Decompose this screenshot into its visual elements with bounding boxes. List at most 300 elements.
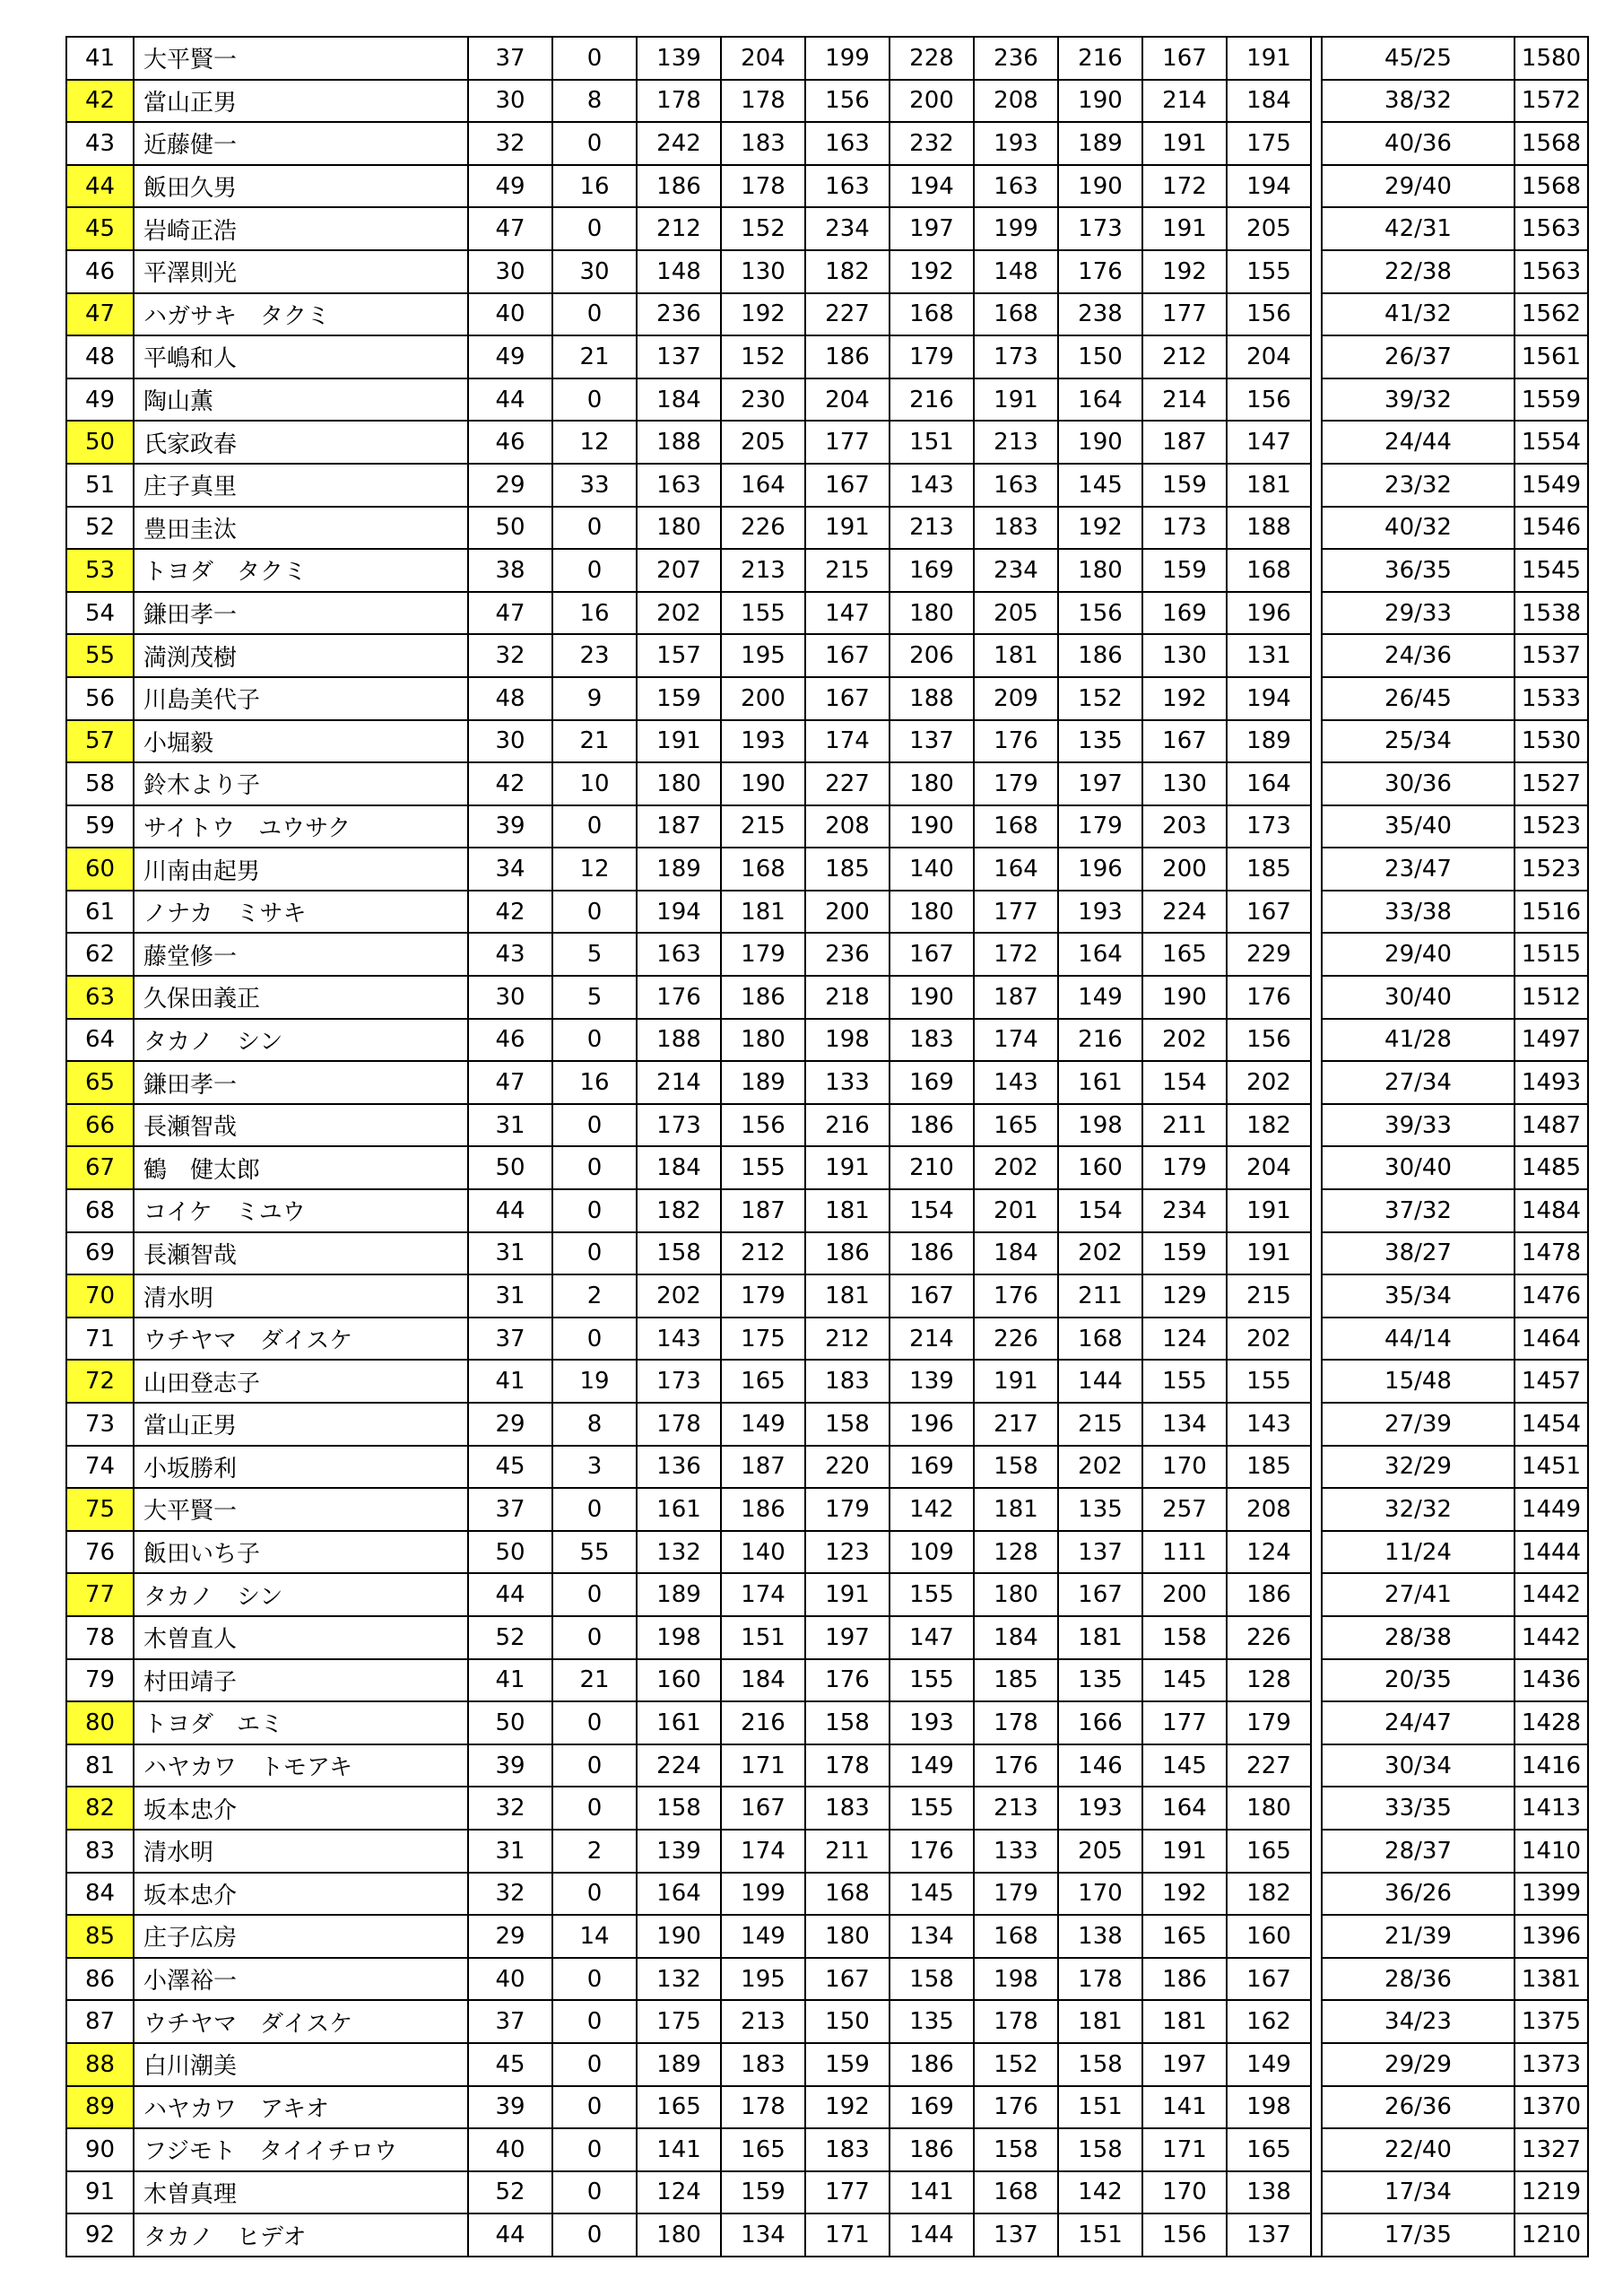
ratio-cell: 29/29: [1322, 2043, 1515, 2086]
game-7-score-cell: 212: [1142, 335, 1227, 378]
age-cell: 37: [468, 2000, 552, 2043]
handicap-cell: 0: [552, 1787, 637, 1830]
player-name-cell: 坂本忠介: [134, 1787, 468, 1830]
game-3-score-cell: 191: [805, 507, 890, 550]
game-5-score-cell: 168: [974, 1915, 1058, 1958]
age-cell: 29: [468, 1915, 552, 1958]
ratio-cell: 22/38: [1322, 250, 1515, 293]
handicap-cell: 2: [552, 1830, 637, 1873]
ratio-cell: 17/34: [1322, 2171, 1515, 2214]
game-5-score-cell: 152: [974, 2043, 1058, 2086]
age-cell: 31: [468, 1274, 552, 1318]
ratio-cell: 45/25: [1322, 37, 1515, 80]
game-3-score-cell: 147: [805, 592, 890, 635]
player-name-cell: 久保田義正: [134, 976, 468, 1019]
column-separator: [1311, 592, 1322, 635]
game-1-score-cell: 212: [637, 207, 721, 250]
game-8-score-cell: 191: [1227, 1232, 1311, 1275]
handicap-cell: 55: [552, 1531, 637, 1574]
table-row: [66, 762, 1588, 805]
game-4-score-cell: 200: [890, 80, 974, 123]
player-name-cell: ハヤカワ アキオ: [134, 2086, 468, 2129]
ratio-cell: 15/48: [1322, 1360, 1515, 1403]
game-7-score-cell: 214: [1142, 378, 1227, 422]
game-7-score-cell: 197: [1142, 2043, 1227, 2086]
game-1-score-cell: 165: [637, 2086, 721, 2129]
game-1-score-cell: 189: [637, 848, 721, 891]
game-8-score-cell: 198: [1227, 2086, 1311, 2129]
game-6-score-cell: 198: [1058, 1104, 1142, 1147]
column-separator: [1311, 421, 1322, 464]
total-score-cell: 1442: [1515, 1616, 1588, 1659]
game-8-score-cell: 156: [1227, 378, 1311, 422]
handicap-cell: 0: [552, 1488, 637, 1531]
game-7-score-cell: 111: [1142, 1531, 1227, 1574]
table-row: [66, 592, 1588, 635]
handicap-cell: 12: [552, 421, 637, 464]
game-3-score-cell: 192: [805, 2086, 890, 2129]
game-1-score-cell: 184: [637, 378, 721, 422]
game-8-score-cell: 143: [1227, 1403, 1311, 1446]
ratio-cell: 33/38: [1322, 891, 1515, 934]
game-4-score-cell: 179: [890, 335, 974, 378]
game-8-score-cell: 138: [1227, 2171, 1311, 2214]
game-1-score-cell: 224: [637, 1744, 721, 1787]
age-cell: 37: [468, 1488, 552, 1531]
column-separator: [1311, 2128, 1322, 2171]
rank-cell: 41: [66, 37, 134, 80]
total-score-cell: 1563: [1515, 207, 1588, 250]
handicap-cell: 33: [552, 464, 637, 507]
game-2-score-cell: 183: [721, 2043, 805, 2086]
age-cell: 52: [468, 1616, 552, 1659]
handicap-cell: 0: [552, 2213, 637, 2257]
rank-cell: 43: [66, 122, 134, 165]
ratio-cell: 30/40: [1322, 1146, 1515, 1189]
game-6-score-cell: 180: [1058, 549, 1142, 592]
player-name-cell: 庄子真里: [134, 464, 468, 507]
game-4-score-cell: 168: [890, 293, 974, 336]
game-4-score-cell: 190: [890, 976, 974, 1019]
game-8-score-cell: 202: [1227, 1318, 1311, 1361]
game-8-score-cell: 185: [1227, 1446, 1311, 1489]
game-3-score-cell: 199: [805, 37, 890, 80]
rank-cell: 71: [66, 1318, 134, 1361]
game-1-score-cell: 173: [637, 1360, 721, 1403]
game-8-score-cell: 179: [1227, 1701, 1311, 1744]
game-6-score-cell: 181: [1058, 1616, 1142, 1659]
column-separator: [1311, 1701, 1322, 1744]
game-4-score-cell: 186: [890, 2043, 974, 2086]
game-6-score-cell: 192: [1058, 507, 1142, 550]
total-score-cell: 1457: [1515, 1360, 1588, 1403]
column-separator: [1311, 2213, 1322, 2257]
game-8-score-cell: 176: [1227, 976, 1311, 1019]
table-row: [66, 1146, 1588, 1189]
column-separator: [1311, 976, 1322, 1019]
rank-cell: 42: [66, 80, 134, 123]
game-8-score-cell: 194: [1227, 165, 1311, 208]
age-cell: 50: [468, 1146, 552, 1189]
game-1-score-cell: 163: [637, 933, 721, 976]
game-8-score-cell: 173: [1227, 805, 1311, 848]
ratio-cell: 32/29: [1322, 1446, 1515, 1489]
game-8-score-cell: 160: [1227, 1915, 1311, 1958]
handicap-cell: 30: [552, 250, 637, 293]
age-cell: 37: [468, 1318, 552, 1361]
game-1-score-cell: 180: [637, 2213, 721, 2257]
column-separator: [1311, 1573, 1322, 1616]
age-cell: 29: [468, 1403, 552, 1446]
column-separator: [1311, 1488, 1322, 1531]
table-row: [66, 1104, 1588, 1147]
table-row: [66, 1360, 1588, 1403]
rank-cell: 74: [66, 1446, 134, 1489]
game-5-score-cell: 191: [974, 1360, 1058, 1403]
table-row: [66, 165, 1588, 208]
age-cell: 30: [468, 976, 552, 1019]
player-name-cell: 鈴木より子: [134, 762, 468, 805]
game-3-score-cell: 200: [805, 891, 890, 934]
table-row: [66, 1189, 1588, 1232]
game-5-score-cell: 168: [974, 293, 1058, 336]
game-1-score-cell: 173: [637, 1104, 721, 1147]
game-7-score-cell: 186: [1142, 1958, 1227, 2001]
ratio-cell: 24/36: [1322, 634, 1515, 677]
rank-cell: 55: [66, 634, 134, 677]
game-5-score-cell: 199: [974, 207, 1058, 250]
player-name-cell: ハヤカワ トモアキ: [134, 1744, 468, 1787]
game-1-score-cell: 164: [637, 1873, 721, 1916]
handicap-cell: 0: [552, 1019, 637, 1062]
game-1-score-cell: 132: [637, 1958, 721, 2001]
game-7-score-cell: 211: [1142, 1104, 1227, 1147]
ratio-cell: 35/34: [1322, 1274, 1515, 1318]
game-3-score-cell: 215: [805, 549, 890, 592]
total-score-cell: 1546: [1515, 507, 1588, 550]
game-7-score-cell: 192: [1142, 250, 1227, 293]
game-8-score-cell: 227: [1227, 1744, 1311, 1787]
game-5-score-cell: 187: [974, 976, 1058, 1019]
game-6-score-cell: 149: [1058, 976, 1142, 1019]
table-row: [66, 1446, 1588, 1489]
player-name-cell: 長瀬智哉: [134, 1232, 468, 1275]
game-4-score-cell: 109: [890, 1531, 974, 1574]
game-5-score-cell: 179: [974, 1873, 1058, 1916]
game-3-score-cell: 227: [805, 762, 890, 805]
player-name-cell: 鎌田孝一: [134, 592, 468, 635]
table-row: [66, 421, 1588, 464]
game-7-score-cell: 156: [1142, 2213, 1227, 2257]
player-name-cell: 岩崎正浩: [134, 207, 468, 250]
game-7-score-cell: 173: [1142, 507, 1227, 550]
game-4-score-cell: 176: [890, 1830, 974, 1873]
game-5-score-cell: 217: [974, 1403, 1058, 1446]
game-4-score-cell: 194: [890, 165, 974, 208]
game-7-score-cell: 164: [1142, 1787, 1227, 1830]
game-2-score-cell: 195: [721, 634, 805, 677]
ratio-cell: 29/40: [1322, 165, 1515, 208]
game-4-score-cell: 151: [890, 421, 974, 464]
game-7-score-cell: 200: [1142, 1573, 1227, 1616]
game-4-score-cell: 180: [890, 762, 974, 805]
game-2-score-cell: 151: [721, 1616, 805, 1659]
game-5-score-cell: 183: [974, 507, 1058, 550]
game-2-score-cell: 152: [721, 335, 805, 378]
game-5-score-cell: 137: [974, 2213, 1058, 2257]
age-cell: 47: [468, 207, 552, 250]
game-1-score-cell: 178: [637, 1403, 721, 1446]
handicap-cell: 2: [552, 1274, 637, 1318]
game-6-score-cell: 202: [1058, 1232, 1142, 1275]
rank-cell: 88: [66, 2043, 134, 2086]
game-7-score-cell: 200: [1142, 848, 1227, 891]
rank-cell: 53: [66, 549, 134, 592]
handicap-cell: 0: [552, 2000, 637, 2043]
game-1-score-cell: 141: [637, 2128, 721, 2171]
total-score-cell: 1416: [1515, 1744, 1588, 1787]
game-4-score-cell: 188: [890, 677, 974, 720]
player-name-cell: 小坂勝利: [134, 1446, 468, 1489]
total-score-cell: 1464: [1515, 1318, 1588, 1361]
ratio-cell: 36/35: [1322, 549, 1515, 592]
total-score-cell: 1538: [1515, 592, 1588, 635]
ratio-cell: 39/32: [1322, 378, 1515, 422]
game-3-score-cell: 176: [805, 1659, 890, 1702]
age-cell: 46: [468, 421, 552, 464]
age-cell: 29: [468, 464, 552, 507]
game-7-score-cell: 191: [1142, 122, 1227, 165]
table-row: [66, 549, 1588, 592]
game-5-score-cell: 205: [974, 592, 1058, 635]
column-separator: [1311, 1958, 1322, 2001]
handicap-cell: 21: [552, 720, 637, 763]
total-score-cell: 1375: [1515, 2000, 1588, 2043]
total-score-cell: 1523: [1515, 848, 1588, 891]
rank-cell: 65: [66, 1061, 134, 1104]
game-2-score-cell: 175: [721, 1318, 805, 1361]
rank-cell: 77: [66, 1573, 134, 1616]
game-7-score-cell: 159: [1142, 1232, 1227, 1275]
column-separator: [1311, 165, 1322, 208]
rank-cell: 44: [66, 165, 134, 208]
rank-cell: 92: [66, 2213, 134, 2257]
column-separator: [1311, 1146, 1322, 1189]
handicap-cell: 5: [552, 976, 637, 1019]
age-cell: 32: [468, 1787, 552, 1830]
game-4-score-cell: 155: [890, 1787, 974, 1830]
total-score-cell: 1562: [1515, 293, 1588, 336]
total-score-cell: 1381: [1515, 1958, 1588, 2001]
column-separator: [1311, 1659, 1322, 1702]
game-6-score-cell: 135: [1058, 1659, 1142, 1702]
table-row: [66, 80, 1588, 123]
ratio-cell: 11/24: [1322, 1531, 1515, 1574]
rank-cell: 76: [66, 1531, 134, 1574]
game-8-score-cell: 156: [1227, 1019, 1311, 1062]
game-6-score-cell: 197: [1058, 762, 1142, 805]
rank-cell: 68: [66, 1189, 134, 1232]
game-2-score-cell: 187: [721, 1446, 805, 1489]
game-2-score-cell: 174: [721, 1830, 805, 1873]
column-separator: [1311, 207, 1322, 250]
game-2-score-cell: 193: [721, 720, 805, 763]
game-4-score-cell: 145: [890, 1873, 974, 1916]
game-4-score-cell: 154: [890, 1189, 974, 1232]
age-cell: 41: [468, 1360, 552, 1403]
total-score-cell: 1530: [1515, 720, 1588, 763]
game-8-score-cell: 128: [1227, 1659, 1311, 1702]
game-6-score-cell: 154: [1058, 1189, 1142, 1232]
ratio-cell: 32/32: [1322, 1488, 1515, 1531]
game-4-score-cell: 214: [890, 1318, 974, 1361]
rank-cell: 73: [66, 1403, 134, 1446]
column-separator: [1311, 1274, 1322, 1318]
game-6-score-cell: 216: [1058, 1019, 1142, 1062]
game-6-score-cell: 202: [1058, 1446, 1142, 1489]
game-7-score-cell: 181: [1142, 2000, 1227, 2043]
table-row: [66, 37, 1588, 80]
column-separator: [1311, 507, 1322, 550]
rank-cell: 50: [66, 421, 134, 464]
game-5-score-cell: 179: [974, 762, 1058, 805]
game-8-score-cell: 167: [1227, 1958, 1311, 2001]
game-2-score-cell: 167: [721, 1787, 805, 1830]
game-4-score-cell: 192: [890, 250, 974, 293]
game-6-score-cell: 193: [1058, 1787, 1142, 1830]
ratio-cell: 24/47: [1322, 1701, 1515, 1744]
game-5-score-cell: 198: [974, 1958, 1058, 2001]
game-8-score-cell: 162: [1227, 2000, 1311, 2043]
game-1-score-cell: 139: [637, 37, 721, 80]
player-name-cell: 飯田久男: [134, 165, 468, 208]
player-name-cell: 藤堂修一: [134, 933, 468, 976]
game-7-score-cell: 130: [1142, 634, 1227, 677]
rank-cell: 72: [66, 1360, 134, 1403]
game-3-score-cell: 163: [805, 122, 890, 165]
total-score-cell: 1563: [1515, 250, 1588, 293]
game-7-score-cell: 187: [1142, 421, 1227, 464]
rank-cell: 57: [66, 720, 134, 763]
game-5-score-cell: 193: [974, 122, 1058, 165]
game-2-score-cell: 179: [721, 933, 805, 976]
handicap-cell: 3: [552, 1446, 637, 1489]
table-row: [66, 720, 1588, 763]
ratio-cell: 30/36: [1322, 762, 1515, 805]
game-4-score-cell: 167: [890, 1274, 974, 1318]
game-5-score-cell: 213: [974, 421, 1058, 464]
total-score-cell: 1373: [1515, 2043, 1588, 2086]
game-7-score-cell: 130: [1142, 762, 1227, 805]
player-name-cell: 陶山薫: [134, 378, 468, 422]
player-name-cell: 坂本忠介: [134, 1873, 468, 1916]
game-4-score-cell: 180: [890, 891, 974, 934]
player-name-cell: トヨダ タクミ: [134, 549, 468, 592]
player-name-cell: フジモト タイイチロウ: [134, 2128, 468, 2171]
game-4-score-cell: 180: [890, 592, 974, 635]
game-7-score-cell: 170: [1142, 2171, 1227, 2214]
game-4-score-cell: 139: [890, 1360, 974, 1403]
game-2-score-cell: 171: [721, 1744, 805, 1787]
total-score-cell: 1476: [1515, 1274, 1588, 1318]
handicap-cell: 0: [552, 2086, 637, 2129]
handicap-cell: 16: [552, 592, 637, 635]
game-3-score-cell: 197: [805, 1616, 890, 1659]
game-3-score-cell: 179: [805, 1488, 890, 1531]
game-2-score-cell: 190: [721, 762, 805, 805]
game-4-score-cell: 144: [890, 2213, 974, 2257]
age-cell: 31: [468, 1830, 552, 1873]
table-row: [66, 2000, 1588, 2043]
game-6-score-cell: 196: [1058, 848, 1142, 891]
column-separator: [1311, 1232, 1322, 1275]
game-7-score-cell: 129: [1142, 1274, 1227, 1318]
table-row: [66, 848, 1588, 891]
ratio-cell: 21/39: [1322, 1915, 1515, 1958]
game-5-score-cell: 133: [974, 1830, 1058, 1873]
game-6-score-cell: 167: [1058, 1573, 1142, 1616]
rank-cell: 56: [66, 677, 134, 720]
game-7-score-cell: 167: [1142, 37, 1227, 80]
column-separator: [1311, 293, 1322, 336]
total-score-cell: 1327: [1515, 2128, 1588, 2171]
player-name-cell: 氏家政春: [134, 421, 468, 464]
game-4-score-cell: 190: [890, 805, 974, 848]
game-7-score-cell: 191: [1142, 1830, 1227, 1873]
age-cell: 43: [468, 933, 552, 976]
total-score-cell: 1512: [1515, 976, 1588, 1019]
game-8-score-cell: 165: [1227, 2128, 1311, 2171]
game-1-score-cell: 176: [637, 976, 721, 1019]
age-cell: 32: [468, 1873, 552, 1916]
player-name-cell: ウチヤマ ダイスケ: [134, 1318, 468, 1361]
game-5-score-cell: 213: [974, 1787, 1058, 1830]
age-cell: 38: [468, 549, 552, 592]
game-3-score-cell: 218: [805, 976, 890, 1019]
game-2-score-cell: 130: [721, 250, 805, 293]
game-8-score-cell: 182: [1227, 1873, 1311, 1916]
game-6-score-cell: 176: [1058, 250, 1142, 293]
player-name-cell: 山田登志子: [134, 1360, 468, 1403]
total-score-cell: 1559: [1515, 378, 1588, 422]
game-3-score-cell: 181: [805, 1189, 890, 1232]
game-6-score-cell: 158: [1058, 2043, 1142, 2086]
game-5-score-cell: 128: [974, 1531, 1058, 1574]
total-score-cell: 1572: [1515, 80, 1588, 123]
total-score-cell: 1485: [1515, 1146, 1588, 1189]
game-1-score-cell: 136: [637, 1446, 721, 1489]
table-row: [66, 1744, 1588, 1787]
game-1-score-cell: 184: [637, 1146, 721, 1189]
total-score-cell: 1444: [1515, 1531, 1588, 1574]
handicap-cell: 9: [552, 677, 637, 720]
ratio-cell: 24/44: [1322, 421, 1515, 464]
game-5-score-cell: 158: [974, 1446, 1058, 1489]
age-cell: 39: [468, 1744, 552, 1787]
game-6-score-cell: 211: [1058, 1274, 1142, 1318]
game-7-score-cell: 190: [1142, 976, 1227, 1019]
player-name-cell: 川島美代子: [134, 677, 468, 720]
game-5-score-cell: 174: [974, 1019, 1058, 1062]
game-8-score-cell: 168: [1227, 549, 1311, 592]
game-4-score-cell: 167: [890, 933, 974, 976]
game-7-score-cell: 203: [1142, 805, 1227, 848]
rank-cell: 67: [66, 1146, 134, 1189]
game-2-score-cell: 226: [721, 507, 805, 550]
game-5-score-cell: 163: [974, 464, 1058, 507]
game-3-score-cell: 186: [805, 1232, 890, 1275]
table-row: [66, 1232, 1588, 1275]
